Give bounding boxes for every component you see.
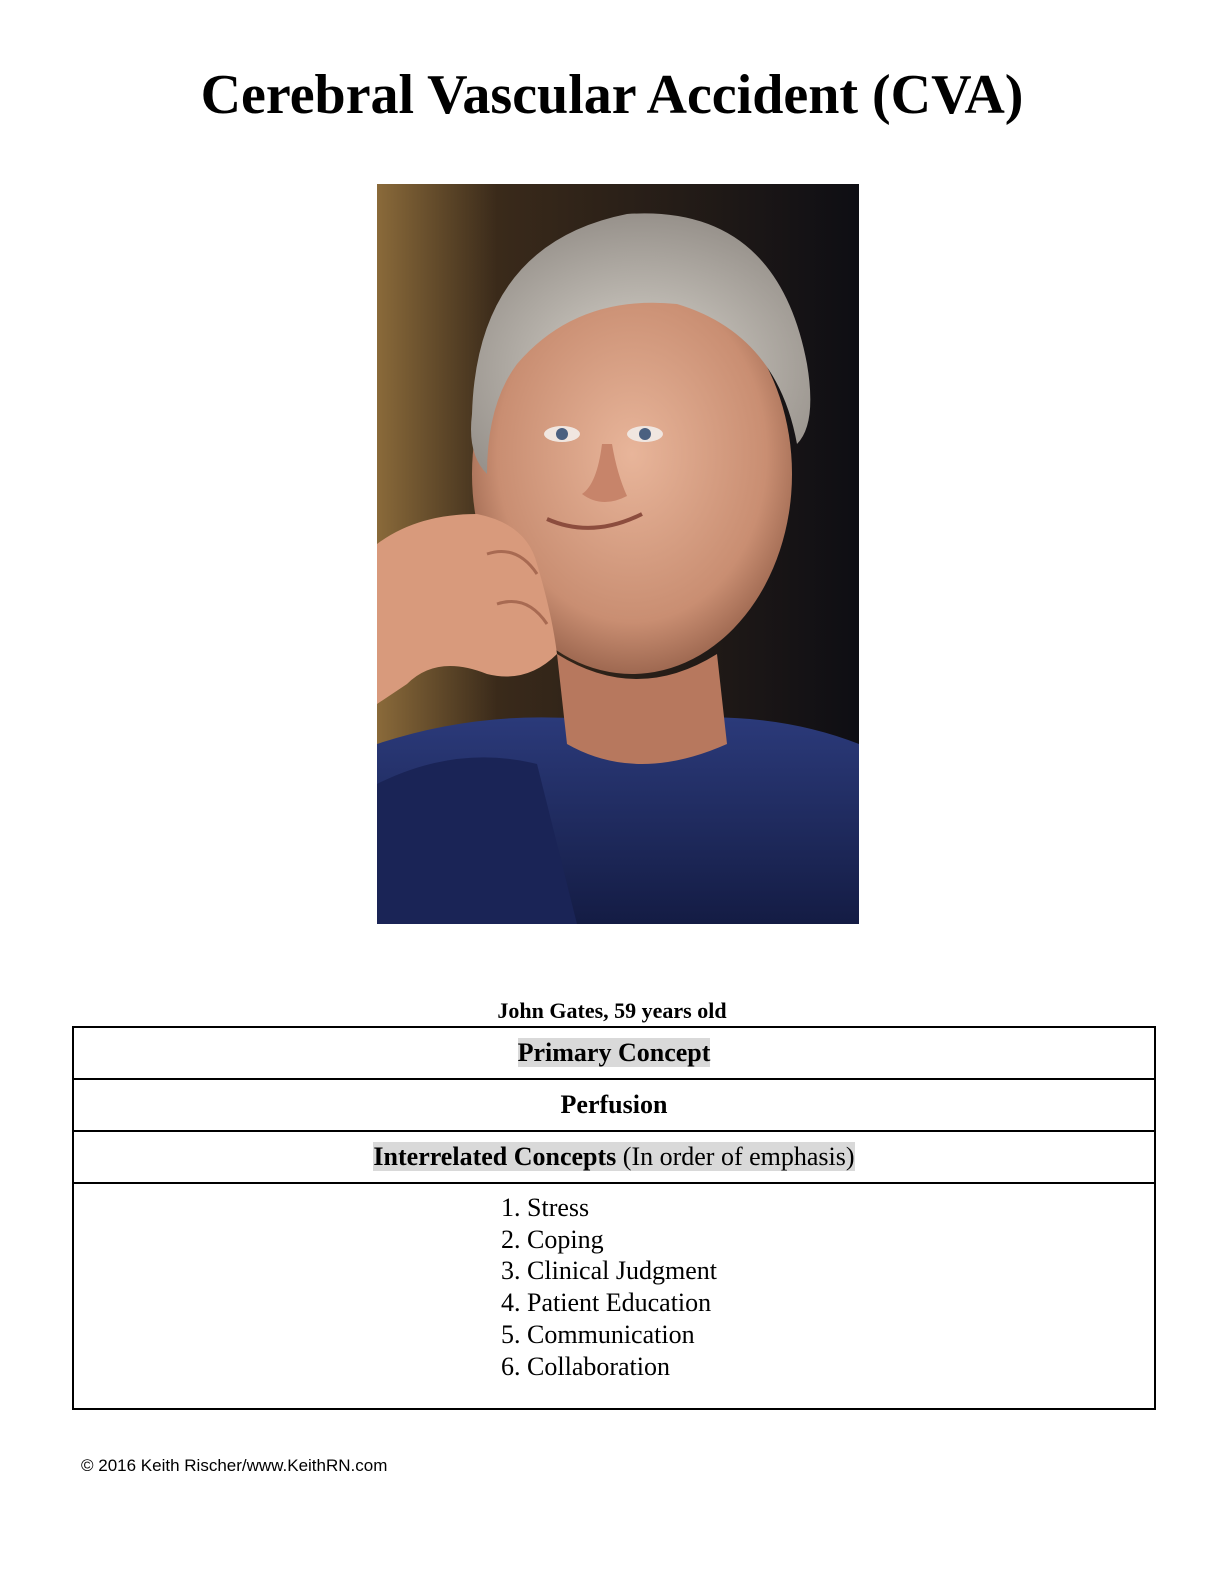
interrelated-concepts-list <box>501 1192 717 1382</box>
patient-caption: John Gates, 59 years old <box>497 998 727 1023</box>
table-row <box>73 1027 1155 1079</box>
table-row <box>73 1079 1155 1131</box>
interrelated-header <box>373 1142 854 1171</box>
list-item: 3. Clinical Judgment <box>501 1256 717 1286</box>
patient-photo <box>377 184 859 924</box>
list-item: 1. Stress <box>501 1193 590 1222</box>
interrelated-header-note: (In order of emphasis) <box>616 1142 855 1171</box>
primary-concept-value-cell <box>73 1079 1155 1131</box>
list-item: 5. Communication <box>501 1319 695 1349</box>
interrelated-header-title: Interrelated Concepts <box>373 1142 617 1171</box>
list-item: 2. Coping <box>501 1224 604 1254</box>
interrelated-header-cell <box>73 1131 1155 1183</box>
page-title: Cerebral Vascular Accident (CVA) <box>200 64 1024 126</box>
concepts-table <box>72 1026 1156 1410</box>
table-row <box>73 1131 1155 1183</box>
list-item: 6. Collaboration <box>501 1351 671 1381</box>
table-row <box>73 1183 1155 1409</box>
primary-concept-value: Perfusion <box>560 1090 668 1119</box>
copyright-footer: © 2016 Keith Rischer/www.KeithRN.com <box>81 1456 388 1475</box>
primary-concept-header-cell <box>73 1027 1155 1079</box>
primary-concept-header: Primary Concept <box>517 1038 711 1067</box>
list-item: 4. Patient Education <box>501 1288 712 1318</box>
interrelated-list-cell <box>73 1183 1155 1409</box>
